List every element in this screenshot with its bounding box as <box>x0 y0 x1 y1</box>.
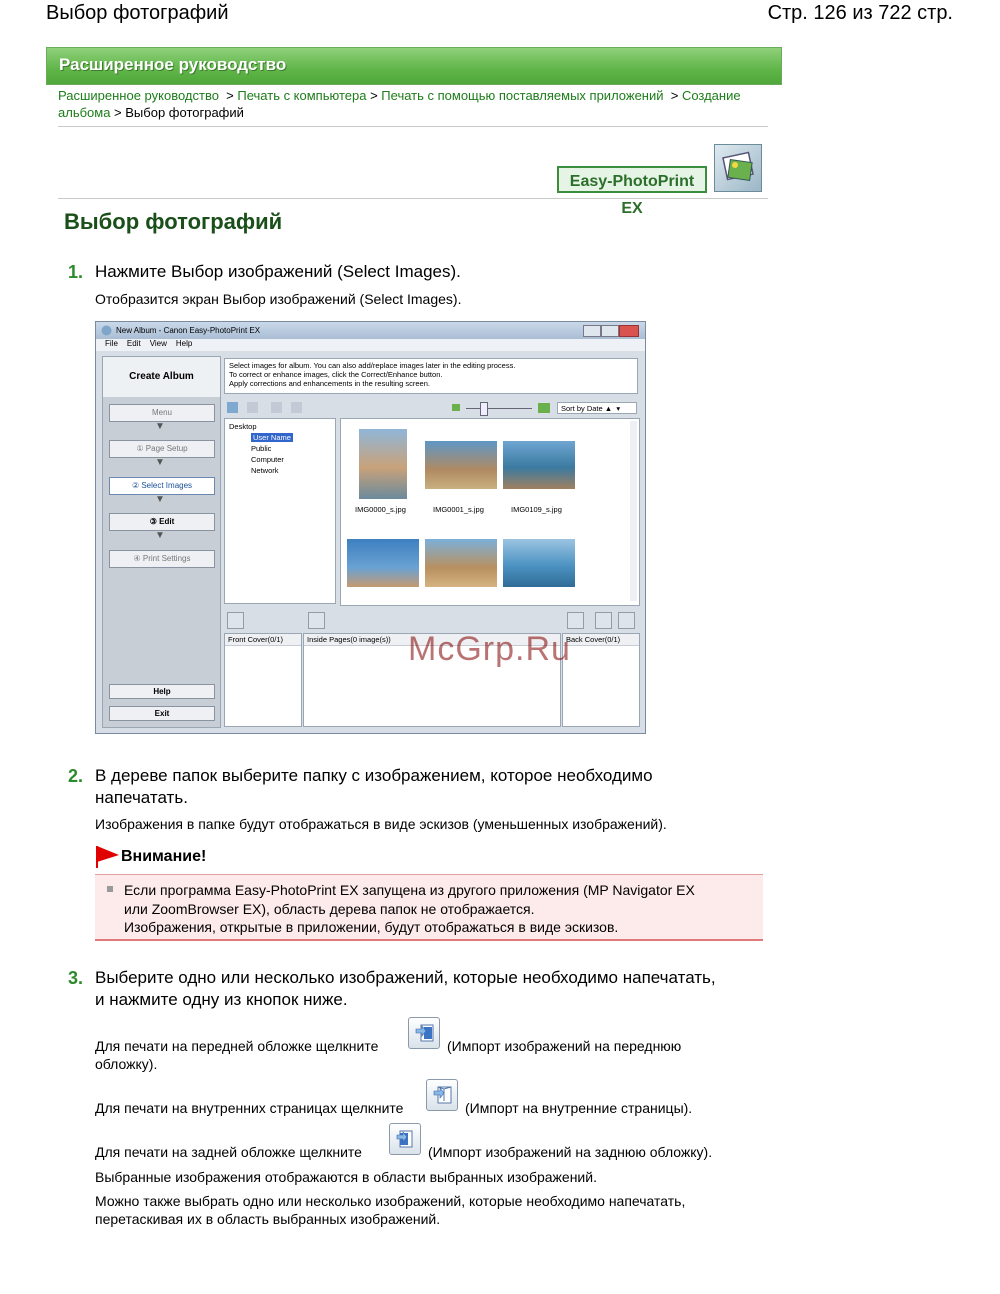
paragraph: Выбранные изображения отображаются в области выбранных изображений. <box>95 1169 597 1185</box>
menu-edit[interactable]: Edit <box>126 339 141 348</box>
thumbnail-caption: IMG0000_s.jpg <box>355 505 406 514</box>
import-back-cover-icon[interactable] <box>389 1123 421 1155</box>
help-button[interactable]: Help <box>109 684 215 699</box>
instructions-box <box>224 358 638 394</box>
divider <box>58 126 768 127</box>
import-inside-pages-icon[interactable] <box>308 612 325 629</box>
step-title: Нажмите Выбор изображений (Select Images). <box>95 262 461 281</box>
close-icon[interactable] <box>619 325 639 337</box>
product-logo: Easy-PhotoPrint EX <box>557 166 707 193</box>
thumbnail-image[interactable] <box>503 539 575 587</box>
breadcrumb-link-print-from-computer[interactable]: Печать с компьютера <box>237 88 367 103</box>
remove-image-icon[interactable] <box>595 612 612 629</box>
arrow-down-icon: ▼ <box>155 494 165 505</box>
large-size-icon <box>538 403 550 413</box>
page-counter: Стр. 126 из 722 стр. <box>767 2 953 24</box>
step-title: напечатать. <box>95 788 188 807</box>
thumbnail-image[interactable] <box>359 429 407 499</box>
banner-label: Расширенное руководство <box>59 55 287 74</box>
menu-button[interactable]: Menu <box>109 404 215 422</box>
step-title: Выберите одно или несколько изображений, которые необходимо напечатать, <box>95 968 716 987</box>
small-size-icon <box>452 404 460 411</box>
instruction-line: Apply corrections and enhancements in the resulting screen. <box>229 379 430 388</box>
instruction-line: To correct or enhance images, click the Correct/Enhance button. <box>229 370 443 379</box>
app-screenshot <box>95 321 646 734</box>
paragraph: перетаскивая их в область выбранных изображений. <box>95 1211 441 1227</box>
edit-button[interactable]: ③ Edit <box>109 513 215 531</box>
breadcrumb-link-advanced-guide[interactable]: Расширенное руководство <box>58 88 219 103</box>
page-title: Выбор фотографий <box>64 209 283 234</box>
front-cover-pane[interactable] <box>224 633 302 727</box>
print-settings-button[interactable]: ④ Print Settings <box>109 550 215 568</box>
front-cover-text: Для печати на передней обложке щелкните <box>95 1038 379 1054</box>
thumbnail-image[interactable] <box>425 539 497 587</box>
tree-item-user[interactable]: User Name <box>253 433 291 442</box>
warning-line: или ZoomBrowser EX), область дерева папок не отображается. <box>124 900 535 917</box>
step-number: 1. <box>68 262 84 282</box>
arrow-down-icon: ▼ <box>155 457 165 468</box>
breadcrumb-current: Выбор фотографий <box>125 105 244 120</box>
breadcrumb: Расширенное руководство > Печать с компьютера > Печать с помощью поставляемых приложений > Создание альбома > Выбор фотографий <box>58 88 741 120</box>
warning-line: Изображения, открытые в приложении, будут отображаться в виде эскизов. <box>124 919 619 935</box>
remove-all-icon[interactable] <box>618 612 635 629</box>
app-icon <box>101 325 112 336</box>
menu-bar <box>96 339 645 351</box>
app-titlebar <box>96 322 645 339</box>
thumbnail-area <box>340 418 640 606</box>
front-cover-text-cont: (Импорт изображений на переднюю <box>447 1038 682 1054</box>
thumbnail-caption: IMG0001_s.jpg <box>433 505 484 514</box>
menu-file[interactable]: File <box>105 339 118 348</box>
arrow-down-icon: ▼ <box>155 530 165 541</box>
thumbnail-caption: IMG0109_s.jpg <box>511 505 562 514</box>
arrow-down-icon: ▼ <box>155 421 165 432</box>
warning-box <box>95 874 763 941</box>
document-title: Выбор фотографий <box>46 2 229 24</box>
tree-item-network[interactable]: Network <box>251 466 279 475</box>
tree-item-computer[interactable]: Computer <box>251 455 284 464</box>
tree-item-desktop[interactable]: Desktop <box>229 422 257 431</box>
page-setup-button[interactable]: ① Page Setup <box>109 440 215 458</box>
pane-header: Front Cover(0/1) <box>225 634 301 646</box>
instruction-line: Select images for album. You can also add/replace images later in the editing process. <box>229 361 516 370</box>
import-inside-pages-icon[interactable] <box>426 1079 458 1111</box>
back-cover-text-cont: (Импорт изображений на заднюю обложку). <box>428 1144 713 1160</box>
pane-header: Inside Pages(0 image(s)) <box>304 634 560 646</box>
section-banner <box>46 47 782 85</box>
breadcrumb-link-print-apps[interactable]: Печать с помощью поставляемых приложений <box>381 88 664 103</box>
create-album-label: Create Album <box>103 357 220 397</box>
app-title: New Album - Canon Easy-PhotoPrint EX <box>116 326 261 335</box>
inside-pages-text: Для печати на внутренних страницах щелкните <box>95 1100 404 1116</box>
back-cover-text: Для печати на задней обложке щелкните <box>95 1144 362 1160</box>
sort-label: Sort by Date <box>561 404 603 413</box>
breadcrumb-link-create-album[interactable]: Создание альбома <box>58 88 741 120</box>
step-title: и нажмите одну из кнопок ниже. <box>95 990 348 1009</box>
correct-enhance-icon[interactable] <box>291 402 302 413</box>
zoom-slider[interactable] <box>466 408 532 409</box>
import-front-cover-icon[interactable] <box>227 612 244 629</box>
divider <box>58 198 768 199</box>
view-toolbar <box>227 402 307 414</box>
bullet-icon <box>107 886 113 892</box>
inside-pages-text-cont: (Импорт на внутренние страницы). <box>465 1100 693 1116</box>
step-title: В дереве папок выберите папку с изображением, которое необходимо <box>95 766 653 785</box>
step-description: Отобразится экран Выбор изображений (Select Images). <box>95 291 462 307</box>
scrollbar[interactable] <box>630 421 637 601</box>
step-number: 3. <box>68 968 84 988</box>
rotate-icon[interactable] <box>271 402 282 413</box>
flag-icon <box>95 846 121 868</box>
front-cover-text-end: обложку). <box>95 1056 158 1072</box>
window-controls <box>583 325 639 336</box>
maximize-icon[interactable] <box>601 325 619 337</box>
paragraph: Можно также выбрать одно или несколько изображений, которые необходимо напечатать, <box>95 1193 686 1209</box>
select-images-button[interactable]: ② Select Images <box>109 477 215 495</box>
step-description: Изображения в папке будут отображаться в виде эскизов (уменьшенных изображений). <box>95 816 667 832</box>
watermark: McGrp.Ru <box>408 630 571 668</box>
left-panel <box>102 356 221 728</box>
back-cover-pane[interactable] <box>562 633 640 727</box>
thumbnail-image[interactable] <box>347 539 419 587</box>
step-number: 2. <box>68 766 84 786</box>
pane-header: Back Cover(0/1) <box>563 634 639 646</box>
warning-line: Если программа Easy-PhotoPrint EX запущена из другого приложения (MP Navigator EX <box>124 882 695 898</box>
tree-item-public[interactable]: Public <box>251 444 272 453</box>
exit-button[interactable]: Exit <box>109 706 215 721</box>
import-front-cover-icon[interactable] <box>408 1017 440 1049</box>
warning-title: Внимание! <box>121 848 207 865</box>
minimize-icon[interactable] <box>583 325 601 337</box>
easy-photoprint-icon <box>714 144 762 192</box>
large-thumbs-icon[interactable] <box>227 402 238 413</box>
menu-help[interactable]: Help <box>175 339 193 348</box>
menu-view[interactable]: View <box>149 339 167 348</box>
sort-dropdown[interactable]: Sort by Date ▲ ▾ <box>557 402 637 414</box>
thumbnail-image[interactable] <box>503 441 575 489</box>
folder-tree <box>224 418 336 604</box>
zoom-slider-thumb[interactable] <box>480 402 488 416</box>
import-back-cover-icon[interactable] <box>567 612 584 629</box>
grid-icon[interactable] <box>247 402 258 413</box>
thumbnail-image[interactable] <box>425 441 497 489</box>
